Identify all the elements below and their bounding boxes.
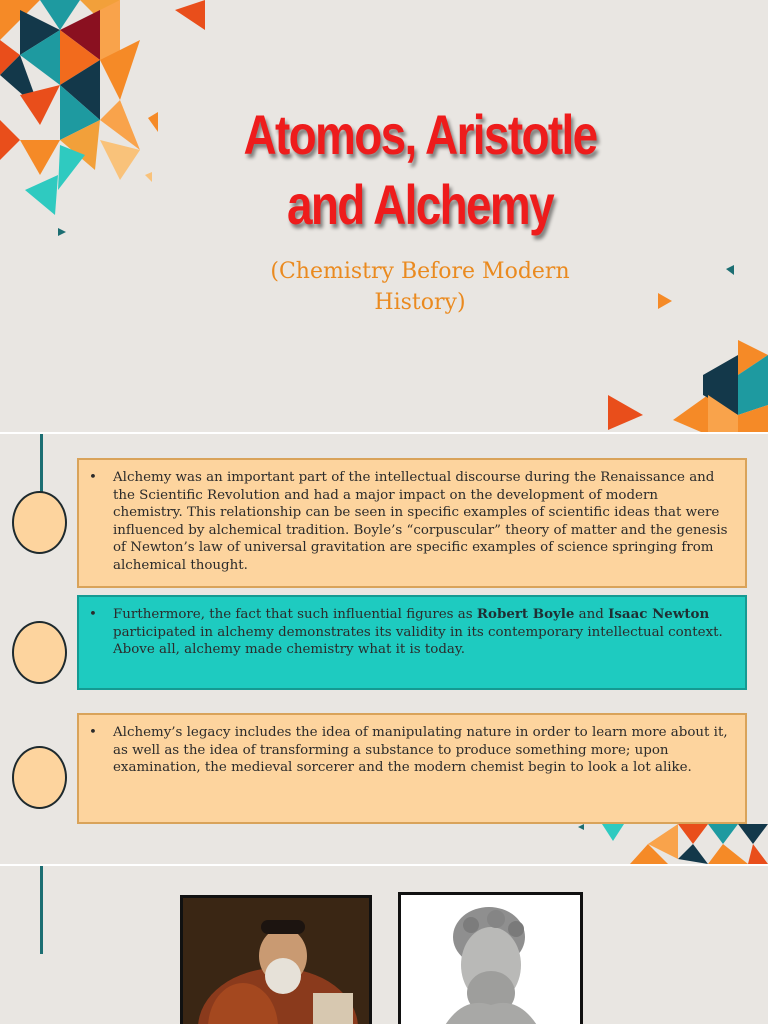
marble-bust xyxy=(398,892,583,1024)
geometric-decoration-right xyxy=(578,819,768,864)
subtitle-line-1: (Chemistry Before Modern xyxy=(270,259,570,284)
timeline-line xyxy=(40,866,43,954)
bullet-card-2-text xyxy=(113,606,731,679)
slide-subtitle xyxy=(200,256,640,318)
title-line-1: Atomos, Aristotle xyxy=(243,103,597,166)
marble-bust-image xyxy=(401,895,580,1024)
content-slide xyxy=(0,434,768,864)
bullet-marker: • xyxy=(89,725,97,740)
painted-portrait-image xyxy=(183,898,369,1024)
bullet-card-1-text: Alchemy was an important part of the intellectual discourse during the Renaissance and the Scientific Revolution and had a major impact on the development of modern chemistry. This relationship can be seen in specific examples of scientific ideas that were influenced by alchemical tradition. Boyle’s “corpuscular” theory of matter and the genesis of Newton’s law of universal gravitation are specific examples of science springing from alchemical thought. xyxy=(113,470,728,573)
painted-portrait xyxy=(180,895,372,1024)
card2-text-a: Furthermore, the fact that such influential figures as xyxy=(113,607,477,622)
geometric-decoration-top-left xyxy=(0,0,220,240)
isaac-newton-name: Isaac Newton xyxy=(608,606,710,622)
geometric-decoration-bottom-right xyxy=(598,255,768,432)
robert-boyle-name: Robert Boyle xyxy=(476,606,575,622)
card2-text-b: and xyxy=(574,607,609,622)
bullet-card-3 xyxy=(77,713,747,824)
timeline-circle-1 xyxy=(12,491,67,554)
bullet-marker: • xyxy=(89,470,97,485)
portraits-slide xyxy=(0,866,768,1024)
bullet-marker: • xyxy=(89,607,97,622)
subtitle-line-2: History) xyxy=(374,290,466,315)
timeline-circle-3 xyxy=(12,746,67,809)
timeline-line xyxy=(40,434,43,492)
timeline-circle-2 xyxy=(12,621,67,684)
bullet-card-3-text: Alchemy’s legacy includes the idea of manipulating nature in order to learn more about it, as well as the idea of transforming a substance to produce something more; upon examination, the medieval sorcerer and the modern chemist begin to look a lot alike. xyxy=(113,725,728,776)
bullet-card-2 xyxy=(77,595,747,690)
title-line-2: and Alchemy xyxy=(286,173,554,236)
title-slide xyxy=(0,0,768,432)
card2-text-c: participated in alchemy demonstrates its validity in its contemporary intellectual context. Above all, alchemy made chemistry what it is today. xyxy=(113,624,723,658)
bullet-card-1 xyxy=(77,458,747,588)
slide-title xyxy=(199,100,642,240)
